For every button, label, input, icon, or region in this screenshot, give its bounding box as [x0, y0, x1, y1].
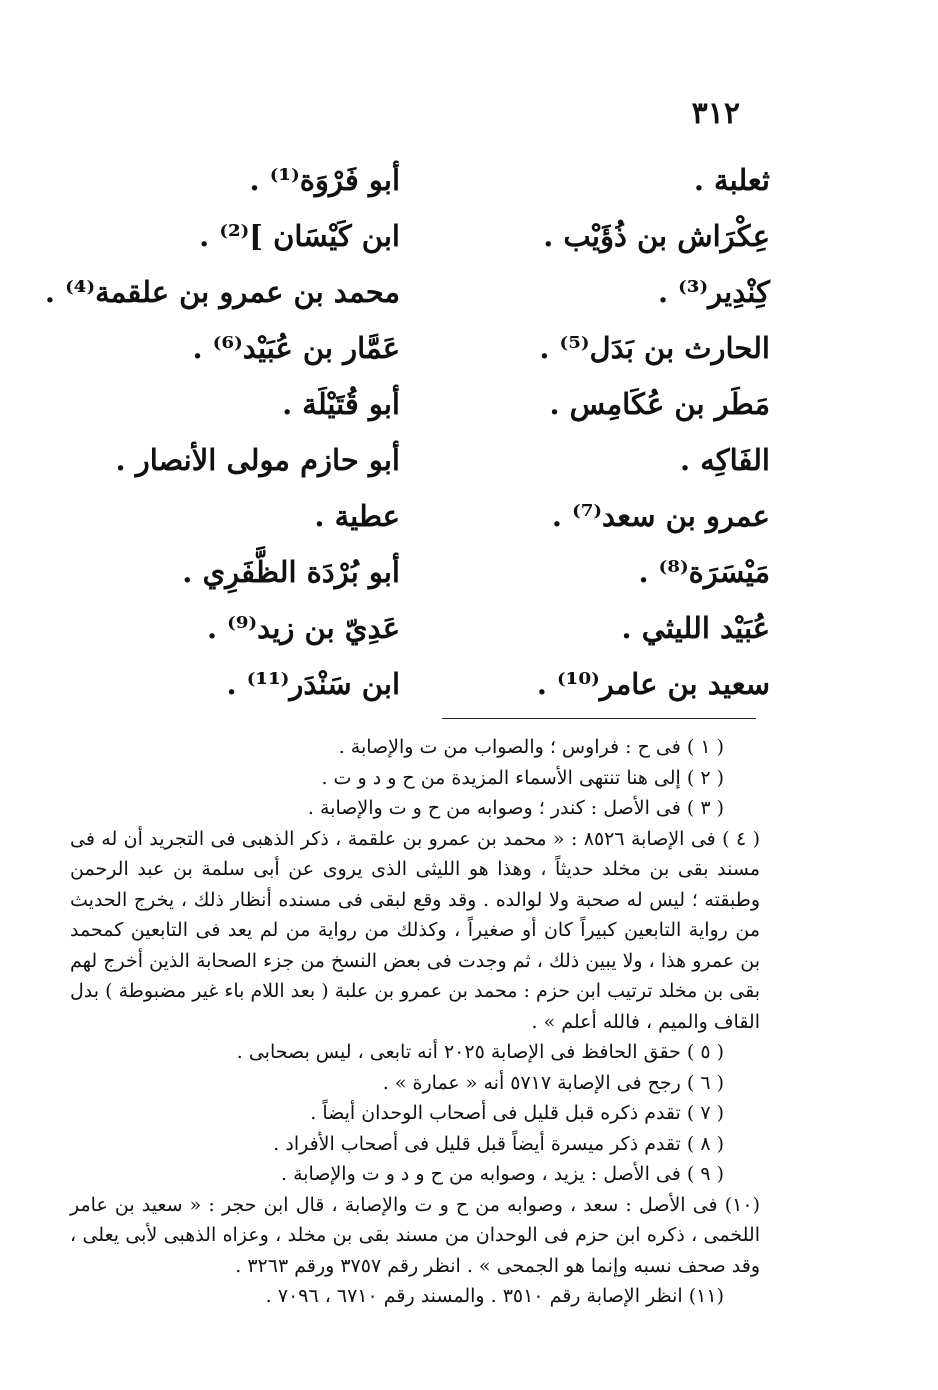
footnote: (١١) انظر الإصابة رقم ٣٥١٠ . والمسند رقم ٦٧١٠ ، ٧٠٩٦ .: [265, 1285, 724, 1307]
page-number: ٣١٢: [691, 96, 740, 131]
name-entry: الفَاكِه .: [680, 443, 770, 477]
name-row: [150, 320, 770, 376]
footnote: ( ٧ ) تقدم ذكره قبل قليل فى أصحاب الوحدان أيضاً .: [310, 1102, 724, 1124]
name-row: [150, 152, 770, 208]
footnote: ( ٥ ) حقق الحافظ فى الإصابة ٢٠٢٥ أنه تابعى ، ليس بصحابى .: [236, 1041, 724, 1063]
name-entry: أبو حازم مولى الأنصار .: [115, 443, 400, 477]
footnote: ( ١ ) فى ح : فراوس ؛ والصواب من ت والإصابة .: [338, 736, 724, 758]
name-entry: عَدِيّ بن زيد⁽⁹⁾ .: [206, 611, 400, 645]
name-row: [44, 264, 770, 320]
name-entry: ثعلبة .: [693, 163, 770, 197]
name-entry: الحارث بن بَدَل⁽⁵⁾ .: [539, 331, 770, 365]
footnote: ( ٨ ) تقدم ذكر ميسرة أيضاً قبل قليل فى أصحاب الأفراد .: [273, 1132, 724, 1155]
footnote: ( ٦ ) رجح فى الإصابة ٥٧١٧ أنه « عمارة » .: [382, 1071, 724, 1094]
name-row: [150, 656, 770, 712]
name-entry: ابن كَيْسَان ]⁽²⁾ .: [199, 219, 400, 253]
name-entry: سعيد بن عامر⁽¹⁰⁾ .: [536, 667, 770, 701]
name-entry: عِكْرَاش بن ذُؤَيْب .: [543, 219, 770, 253]
names-list: [44, 152, 770, 712]
name-row: [150, 208, 770, 264]
name-entry: محمد بن عمرو بن علقمة⁽⁴⁾ .: [44, 275, 400, 309]
footnote-divider: [442, 718, 756, 719]
name-entry: عُبَيْد الليثي .: [621, 611, 770, 645]
footnote: (١٠) فى الأصل : سعد ، وصوابه من ح و ت والإصابة ، قال ابن حجر : « سعيد بن عامر اللخمى ، ذكره ابن حزم فى الوحدان من مسند بقى بن مخلد ، وعزاه الذهبى لأبى يعلى ، وقد صحف نسبه وإنما هو الجمحى » . انظر رقم ٣٧٥٧ ورقم ٣٢٦٣ .: [70, 1193, 760, 1277]
name-row: [115, 432, 770, 488]
name-row: [150, 488, 770, 544]
footnote: ( ٩ ) فى الأصل : يزيد ، وصوابه من ح و د و ت والإصابة .: [280, 1163, 724, 1185]
name-entry: أبو بُرْدَة الظَّفَرِي .: [182, 555, 400, 589]
name-entry: مَطَر بن عُكَامِس .: [549, 387, 770, 421]
name-entry: أبو فَرْوَة⁽¹⁾ .: [249, 163, 400, 197]
footnotes: [70, 732, 760, 1312]
name-row: [150, 376, 770, 432]
name-entry: عَمَّار بن عُبَيْد⁽⁶⁾ .: [192, 331, 400, 365]
name-entry: ابن سَنْدَر⁽¹¹⁾ .: [226, 667, 400, 701]
footnote: ( ٣ ) فى الأصل : كندر ؛ وصوابه من ح و ت والإصابة .: [307, 797, 724, 819]
footnote: ( ٢ ) إلى هنا تنتهى الأسماء المزيدة من ح و د و ت .: [321, 766, 724, 789]
name-row: [150, 544, 770, 600]
name-row: [150, 600, 770, 656]
name-entry: عطية .: [314, 499, 400, 533]
name-entry: كِنْدِير⁽³⁾ .: [657, 275, 770, 309]
name-entry: مَيْسَرَة⁽⁸⁾ .: [638, 555, 770, 589]
footnote: ( ٤ ) فى الإصابة ٨٥٢٦ : « محمد بن عمرو بن علقمة ، ذكر الذهبى فى التجريد أن له فى مسند بقى بن مخلد حديثاً ، وهذا هو الليثى الذى يروى عن أبى سلمة بن عبد الرحمن وطبقته ؛ ليس له صحبة ولا لوالده . وقد وقع لبقى فى مسنده أنظار ذلك ، يخرج الحديث من رواية التابعين كبيراً كان أو صغيراً ، وكذلك من رواية من لم يعد فى التابعين كمحمد بن عمرو هذا ، ولا يبين ذلك ، ثم وجدت فى بعض النسخ من جزء الصحابة الذين أخرج لهم بقى بن مخلد ترتيب ابن حزم : محمد بن عمرو بن علبة ( بعد اللام باء غير مضبوطة ) بدل القاف والميم ، فالله أعلم » .: [70, 827, 760, 1033]
name-entry: عمرو بن سعد⁽⁷⁾ .: [551, 499, 770, 533]
name-entry: أبو قُتَيْلَة .: [282, 387, 400, 421]
